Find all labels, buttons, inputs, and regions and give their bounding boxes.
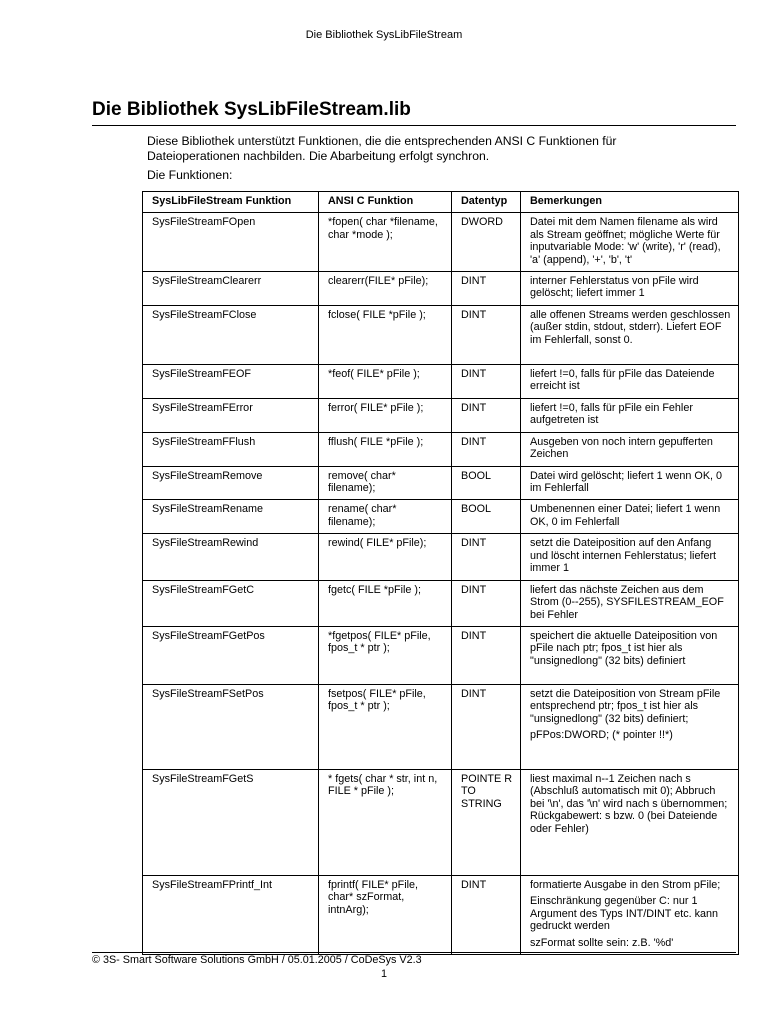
column-header-ansi: ANSI C Funktion <box>319 192 452 213</box>
data-type: DINT <box>452 272 521 306</box>
ansi-function: fsetpos( FILE* pFile, fpos_t * ptr ); <box>319 684 452 769</box>
function-name: SysFileStreamFClose <box>143 305 319 364</box>
data-type: POINTE R TO STRING <box>452 769 521 875</box>
ansi-function: rewind( FILE* pFile); <box>319 534 452 580</box>
ansi-function: *fopen( char *filename, char *mode ); <box>319 213 452 272</box>
remark: Umbenennen einer Datei; liefert 1 wenn OK, 0 im Fehlerfall <box>521 500 739 534</box>
function-name: SysFileStreamFEOF <box>143 364 319 398</box>
function-name: SysFileStreamClearerr <box>143 272 319 306</box>
table-row <box>143 684 739 769</box>
table-row <box>143 213 739 272</box>
function-name: SysFileStreamFSetPos <box>143 684 319 769</box>
ansi-function: fclose( FILE *pFile ); <box>319 305 452 364</box>
remark: Ausgeben von noch intern gepufferten Zeichen <box>521 432 739 466</box>
running-header: Die Bibliothek SysLibFileStream <box>305 29 463 41</box>
page-title: Die Bibliothek SysLibFileStream.lib <box>92 99 411 120</box>
data-type: DINT <box>452 398 521 432</box>
footer-divider <box>92 952 736 953</box>
table-row <box>143 626 739 684</box>
remark: liefert das nächste Zeichen aus dem Strom (0--255), SYSFILESTREAM_EOF bei Fehler <box>521 580 739 626</box>
function-name: SysFileStreamFGetPos <box>143 626 319 684</box>
ansi-function: *feof( FILE* pFile ); <box>319 364 452 398</box>
data-type: DINT <box>452 432 521 466</box>
remark: alle offenen Streams werden geschlossen (außer stdin, stdout, stderr). Liefert EOF im Fehlerfall, sonst 0. <box>521 305 739 364</box>
table-row <box>143 875 739 954</box>
remark-cell <box>521 684 739 769</box>
table-row <box>143 500 739 534</box>
function-name: SysFileStreamFGetC <box>143 580 319 626</box>
table-row <box>143 466 739 500</box>
remark: formatierte Ausgabe in den Strom pFile; <box>530 878 721 891</box>
function-name: SysFileStreamFFlush <box>143 432 319 466</box>
page-number: 1 <box>380 968 387 980</box>
function-name: SysFileStreamFPrintf_Int <box>143 875 319 954</box>
function-name: SysFileStreamFOpen <box>143 213 319 272</box>
remark-note: szFormat sollte sein: z.B. '%d' <box>530 936 674 949</box>
data-type: BOOL <box>452 500 521 534</box>
remark: interner Fehlerstatus von pFile wird gelöscht; liefert immer 1 <box>521 272 739 306</box>
ansi-function: clearerr(FILE* pFile); <box>319 272 452 306</box>
remark: Datei mit dem Namen filename als wird als Stream geöffnet; mögliche Werte für inputvariable Mode: 'w' (write), 'r' (read), 'a' (append), '+', 'b', 't' <box>521 213 739 272</box>
remark: Datei wird gelöscht; liefert 1 wenn OK, 0 im Fehlerfall <box>521 466 739 500</box>
table-row <box>143 272 739 306</box>
remark: setzt die Dateiposition von Stream pFile entsprechend ptr; fpos_t ist hier als "unsignedlong" (32 bits) definiert; <box>530 687 724 725</box>
footer-copyright: © 3S- Smart Software Solutions GmbH / 05.01.2005 / CoDeSys V2.3 <box>92 954 422 966</box>
ansi-function: fprintf( FILE* pFile, char* szFormat, intnArg); <box>319 875 452 954</box>
remark-note: pFPos:DWORD; (* pointer !!*) <box>530 729 673 742</box>
data-type: DINT <box>452 875 521 954</box>
remark: speichert die aktuelle Dateiposition von pFile nach ptr; fpos_t ist hier als "unsignedlong" (32 bits) definiert <box>521 626 739 684</box>
remark: liefert !=0, falls für pFile das Dateiende erreicht ist <box>521 364 739 398</box>
remark-cell <box>521 875 739 954</box>
data-type: DWORD <box>452 213 521 272</box>
table-header-row <box>143 192 739 213</box>
remark: setzt die Dateiposition auf den Anfang und löscht internen Fehlerstatus; liefert immer 1 <box>521 534 739 580</box>
function-name: SysFileStreamRename <box>143 500 319 534</box>
table-row <box>143 769 739 875</box>
table-row <box>143 534 739 580</box>
ansi-function: fgetc( FILE *pFile ); <box>319 580 452 626</box>
remark-note: Einschränkung gegenüber C: nur 1 Argument des Typs INT/DINT etc. kann gedruckt werden <box>530 895 719 933</box>
data-type: BOOL <box>452 466 521 500</box>
ansi-function: * fgets( char * str, int n, FILE * pFile ); <box>319 769 452 875</box>
functions-label: Die Funktionen: <box>147 168 233 182</box>
ansi-function: remove( char* filename); <box>319 466 452 500</box>
data-type: DINT <box>452 684 521 769</box>
ansi-function: rename( char* filename); <box>319 500 452 534</box>
column-header-remarks: Bemerkungen <box>521 192 739 213</box>
ansi-function: *fgetpos( FILE* pFile, fpos_t * ptr ); <box>319 626 452 684</box>
function-name: SysFileStreamFGetS <box>143 769 319 875</box>
remark: liest maximal n--1 Zeichen nach s (Abschluß automatisch mit 0); Abbruch bei '\n', das '\n' wird nach s übernommen; Rückgabewert: s bzw. 0 (bei Dateiende oder Fehler) <box>521 769 739 875</box>
column-header-function: SysLibFileStream Funktion <box>143 192 319 213</box>
functions-table <box>142 191 739 955</box>
ansi-function: ferror( FILE* pFile ); <box>319 398 452 432</box>
function-name: SysFileStreamFError <box>143 398 319 432</box>
data-type: DINT <box>452 580 521 626</box>
function-name: SysFileStreamRewind <box>143 534 319 580</box>
remark: liefert !=0, falls für pFile ein Fehler aufgetreten ist <box>521 398 739 432</box>
table-row <box>143 364 739 398</box>
intro-paragraph: Diese Bibliothek unterstützt Funktionen, die die entsprechenden ANSI C Funktionen für Dateioperationen nachbilden. Die Abarbeitung erfolgt synchron. <box>147 134 617 163</box>
table-row <box>143 305 739 364</box>
table-row <box>143 580 739 626</box>
column-header-type: Datentyp <box>452 192 521 213</box>
ansi-function: fflush( FILE *pFile ); <box>319 432 452 466</box>
table-row <box>143 398 739 432</box>
function-name: SysFileStreamRemove <box>143 466 319 500</box>
data-type: DINT <box>452 626 521 684</box>
data-type: DINT <box>452 305 521 364</box>
title-divider <box>92 125 736 126</box>
data-type: DINT <box>452 364 521 398</box>
data-type: DINT <box>452 534 521 580</box>
table-row <box>143 432 739 466</box>
